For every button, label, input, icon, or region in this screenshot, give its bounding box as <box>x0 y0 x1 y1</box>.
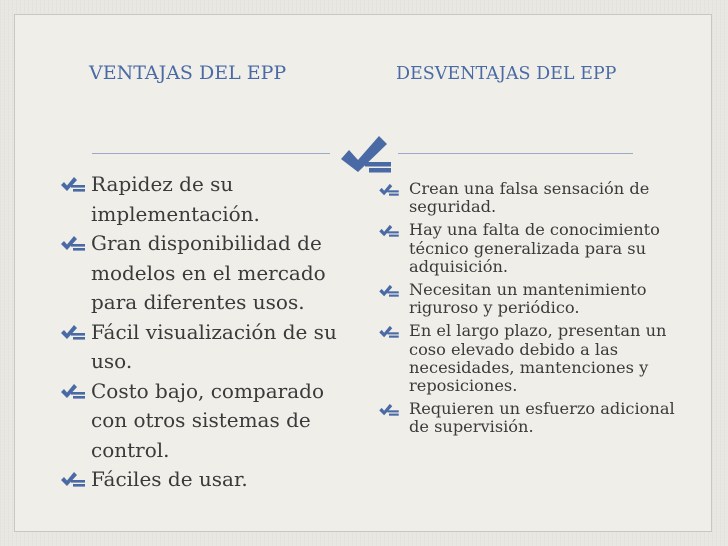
ventaja-text: Gran disponibilidad de modelos en el mercado para diferentes usos. <box>91 231 326 314</box>
ventaja-text: Costo bajo, comparado con otros sistemas de control. <box>91 378 324 462</box>
double-check-bullet-icon <box>378 325 400 338</box>
ventajas-title: VENTAJAS DEL EPP <box>89 62 287 84</box>
desventaja-text: Hay una falta de conocimiento técnico generalizada para su adquisición. <box>409 220 660 276</box>
divider-line-left <box>92 153 330 154</box>
desventaja-text: Requieren un esfuerzo adicional de supervisión. <box>409 399 675 437</box>
double-check-bullet-icon <box>378 403 400 416</box>
divider-line-right <box>398 153 633 154</box>
double-check-bullet-icon <box>378 183 400 196</box>
list-item <box>60 377 350 466</box>
list-item <box>60 229 350 318</box>
double-check-bullet-icon <box>378 224 400 237</box>
list-item <box>376 322 676 395</box>
list-item <box>60 170 350 229</box>
ventaja-text: Fáciles de usar. <box>91 467 248 491</box>
double-check-bullet-icon <box>60 383 86 399</box>
desventajas-title: DESVENTAJAS DEL EPP <box>396 64 617 84</box>
ventajas-list <box>60 170 350 495</box>
list-item <box>376 221 676 276</box>
list-item <box>376 180 676 216</box>
double-check-bullet-icon <box>378 284 400 297</box>
double-check-bullet-icon <box>60 176 86 192</box>
ventaja-text: Fácil visualización de su uso. <box>91 319 337 373</box>
list-item <box>60 318 350 377</box>
desventaja-text: En el largo plazo, presentan un coso elevado debido a las necesidades, mantenciones y reposiciones. <box>409 321 667 396</box>
list-item <box>376 281 676 317</box>
desventajas-list <box>376 180 676 442</box>
list-item <box>60 465 350 495</box>
double-check-bullet-icon <box>60 235 86 251</box>
ventaja-text: Rapidez de su implementación. <box>91 172 260 226</box>
double-check-divider-icon <box>339 133 393 173</box>
desventaja-text: Necesitan un mantenimiento riguroso y periódico. <box>409 280 647 318</box>
desventaja-text: Crean una falsa sensación de seguridad. <box>409 179 650 217</box>
double-check-bullet-icon <box>60 324 86 340</box>
double-check-bullet-icon <box>60 471 86 487</box>
list-item <box>376 400 676 436</box>
